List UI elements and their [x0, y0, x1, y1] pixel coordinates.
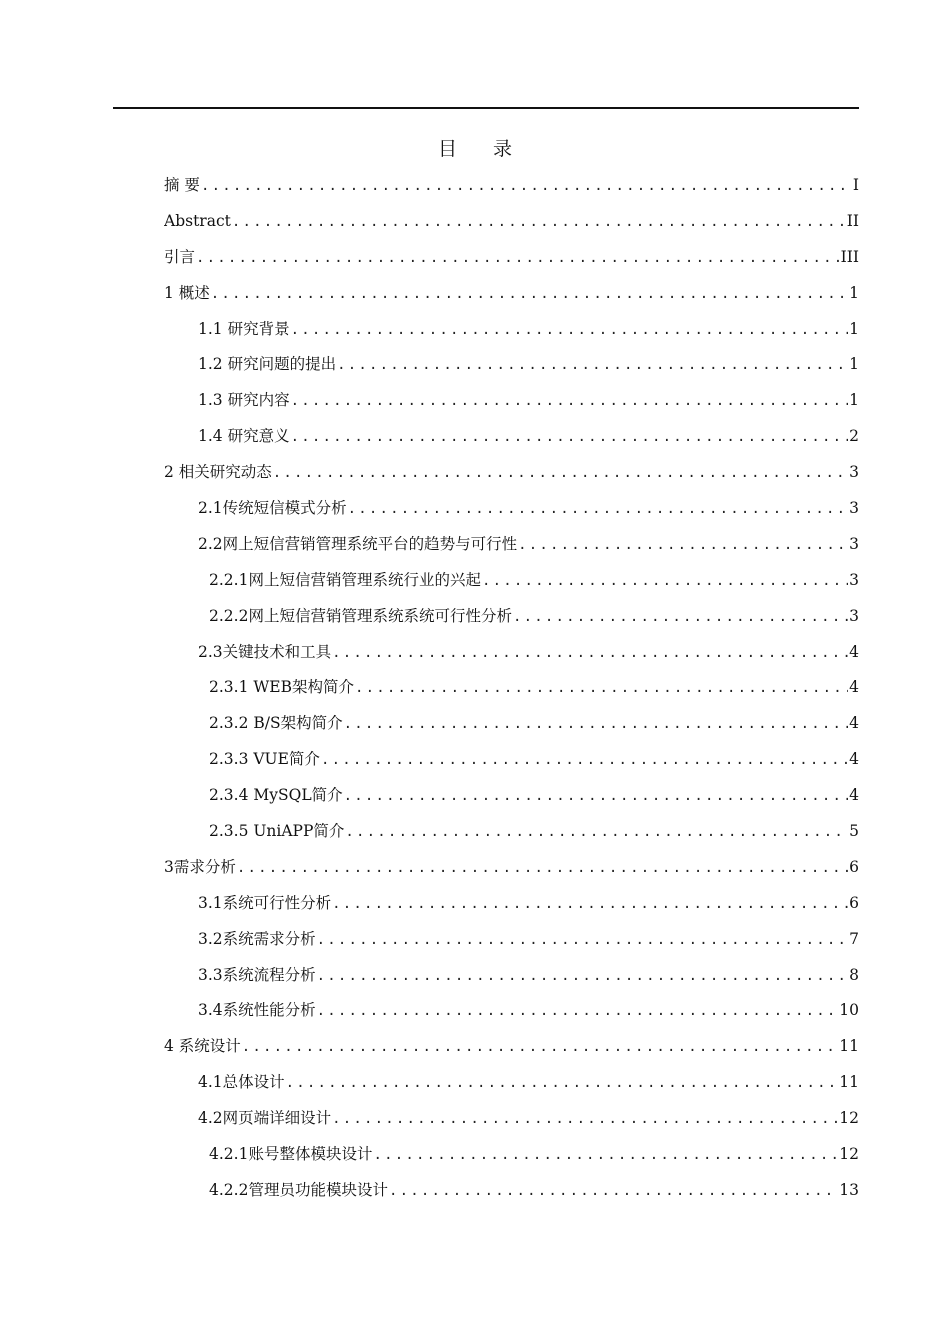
dot-leader: [201, 172, 852, 200]
toc-entry-page-number: 12: [839, 1109, 859, 1128]
toc-title-char-2: 录: [493, 138, 513, 160]
toc-entry[interactable]: [164, 961, 859, 997]
toc-entry-page-number: III: [840, 247, 859, 266]
toc-entry-title: 引言: [164, 247, 196, 266]
toc-entry-title: 4.2.2管理员功能模块设计: [209, 1180, 388, 1199]
dot-leader: [291, 423, 849, 451]
toc-entry-title: 3.4系统性能分析: [198, 1001, 316, 1020]
toc-entry-title: 3.1系统可行性分析: [198, 893, 332, 912]
toc-entry-page-number: 6: [849, 857, 859, 876]
toc-entry[interactable]: [164, 853, 859, 889]
toc-entry[interactable]: [164, 315, 859, 351]
dot-leader: [317, 962, 848, 990]
toc-entry[interactable]: [164, 745, 859, 781]
toc-entry-title: 4.2网页端详细设计: [198, 1109, 332, 1128]
toc-entry[interactable]: [164, 530, 859, 566]
dot-leader: [286, 1069, 839, 1097]
toc-entry-title: 1.1 研究背景: [198, 319, 290, 338]
toc-entry-page-number: 1: [849, 391, 859, 410]
toc-entry[interactable]: [164, 602, 859, 638]
toc-entry-page-number: 10: [839, 1001, 859, 1020]
toc-entry-page-number: 3: [849, 463, 859, 482]
toc-entry-page-number: 11: [839, 1037, 859, 1056]
dot-leader: [482, 567, 848, 595]
toc-entry-page-number: 12: [839, 1145, 859, 1164]
dot-leader: [291, 316, 849, 344]
toc-entry[interactable]: [164, 207, 859, 243]
toc-entry[interactable]: [164, 566, 859, 602]
toc-entry-title: 3.2系统需求分析: [198, 929, 316, 948]
dot-leader: [332, 1105, 838, 1133]
toc-entry[interactable]: [164, 1176, 859, 1212]
dot-leader: [389, 1177, 838, 1205]
toc-entry[interactable]: [164, 458, 859, 494]
dot-leader: [518, 531, 848, 559]
toc-entry-title: 摘 要: [164, 176, 200, 194]
toc-entry-page-number: 4: [849, 678, 859, 697]
dot-leader: [317, 926, 848, 954]
dot-leader: [242, 1033, 838, 1061]
toc-entry-page-number: 3: [849, 499, 859, 518]
toc-entry-title: 2.2.2网上短信营销管理系统系统可行性分析: [209, 606, 512, 625]
toc-entry[interactable]: [164, 1032, 859, 1068]
toc-entry-page-number: 4: [849, 642, 859, 661]
toc-list: [164, 171, 859, 1212]
toc-entry-page-number: 3: [849, 606, 859, 625]
toc-entry[interactable]: [164, 638, 859, 674]
dot-leader: [513, 603, 848, 631]
toc-entry-title: 2.2.1网上短信营销管理系统行业的兴起: [209, 570, 481, 589]
toc-entry[interactable]: [164, 1104, 859, 1140]
dot-leader: [196, 244, 840, 272]
dot-leader: [291, 387, 849, 415]
toc-entry[interactable]: [164, 817, 859, 853]
dot-leader: [337, 351, 848, 379]
toc-entry[interactable]: [164, 1140, 859, 1176]
toc-entry[interactable]: [164, 350, 859, 386]
toc-entry-title: 2.3.4 MySQL简介: [209, 786, 343, 805]
toc-entry[interactable]: [164, 1068, 859, 1104]
toc-entry-page-number: I: [852, 176, 859, 194]
toc-entry[interactable]: [164, 673, 859, 709]
toc-entry-title: 1.3 研究内容: [198, 391, 290, 410]
toc-entry-page-number: 4: [849, 786, 859, 805]
toc-entry-title: Abstract: [164, 211, 231, 230]
toc-entry[interactable]: [164, 709, 859, 745]
dot-leader: [232, 208, 846, 236]
toc-entry-page-number: 5: [849, 822, 859, 841]
toc-entry-title: 2.3.2 B/S架构简介: [209, 714, 343, 733]
toc-entry-title: 1.4 研究意义: [198, 427, 290, 446]
toc-entry[interactable]: [164, 171, 859, 207]
toc-entry-title: 1 概述: [164, 283, 210, 302]
toc-entry-page-number: 1: [849, 283, 859, 302]
toc-entry[interactable]: [164, 889, 859, 925]
dot-leader: [344, 782, 849, 810]
toc-entry-page-number: 4: [849, 750, 859, 769]
toc-entry-title: 2.2网上短信营销管理系统平台的趋势与可行性: [198, 534, 518, 553]
dot-leader: [321, 746, 848, 774]
toc-entry-title: 2.3关键技术和工具: [198, 642, 332, 661]
toc-entry-title: 4.2.1账号整体模块设计: [209, 1145, 373, 1164]
toc-entry[interactable]: [164, 422, 859, 458]
toc-entry-title: 2.1传统短信模式分析: [198, 499, 347, 518]
toc-entry-title: 2.3.1 WEB架构简介: [209, 678, 355, 697]
dot-leader: [355, 674, 848, 702]
toc-entry-page-number: 8: [849, 965, 859, 984]
dot-leader: [211, 280, 848, 308]
toc-entry-page-number: 13: [839, 1180, 859, 1199]
dot-leader: [237, 854, 848, 882]
toc-entry-page-number: 4: [849, 714, 859, 733]
toc-entry-title: 1.2 研究问题的提出: [198, 355, 337, 374]
toc-entry-page-number: 11: [839, 1073, 859, 1092]
dot-leader: [345, 818, 848, 846]
dot-leader: [332, 890, 848, 918]
toc-entry-title: 3.3系统流程分析: [198, 965, 316, 984]
toc-entry-page-number: 1: [849, 319, 859, 338]
toc-entry-page-number: 7: [849, 929, 859, 948]
toc-entry-page-number: 1: [849, 355, 859, 374]
toc-entry-title: 4.1总体设计: [198, 1073, 285, 1092]
dot-leader: [332, 639, 848, 667]
toc-entry-title: 2 相关研究动态: [164, 463, 272, 482]
toc-entry-page-number: 6: [849, 893, 859, 912]
toc-title-char-1: 目: [437, 138, 457, 160]
toc-entry[interactable]: [164, 243, 859, 279]
toc-entry-page-number: 3: [849, 534, 859, 553]
toc-entry[interactable]: [164, 781, 859, 817]
toc-entry-title: 3需求分析: [164, 857, 236, 876]
dot-leader: [317, 997, 839, 1025]
toc-entry-page-number: 3: [849, 570, 859, 589]
toc-entry[interactable]: [164, 279, 859, 315]
dot-leader: [373, 1141, 838, 1169]
toc-entry-page-number: 2: [849, 427, 859, 446]
toc-title: [0, 136, 950, 162]
dot-leader: [273, 459, 848, 487]
header-rule: [113, 107, 859, 109]
dot-leader: [344, 710, 849, 738]
toc-entry[interactable]: [164, 386, 859, 422]
toc-entry[interactable]: [164, 925, 859, 961]
toc-entry[interactable]: [164, 996, 859, 1032]
toc-entry-title: 4 系统设计: [164, 1037, 241, 1056]
toc-entry-page-number: II: [846, 211, 859, 230]
toc-entry-title: 2.3.5 UniAPP简介: [209, 822, 345, 841]
dot-leader: [348, 495, 848, 523]
toc-entry-title: 2.3.3 VUE简介: [209, 750, 320, 769]
toc-entry[interactable]: [164, 494, 859, 530]
